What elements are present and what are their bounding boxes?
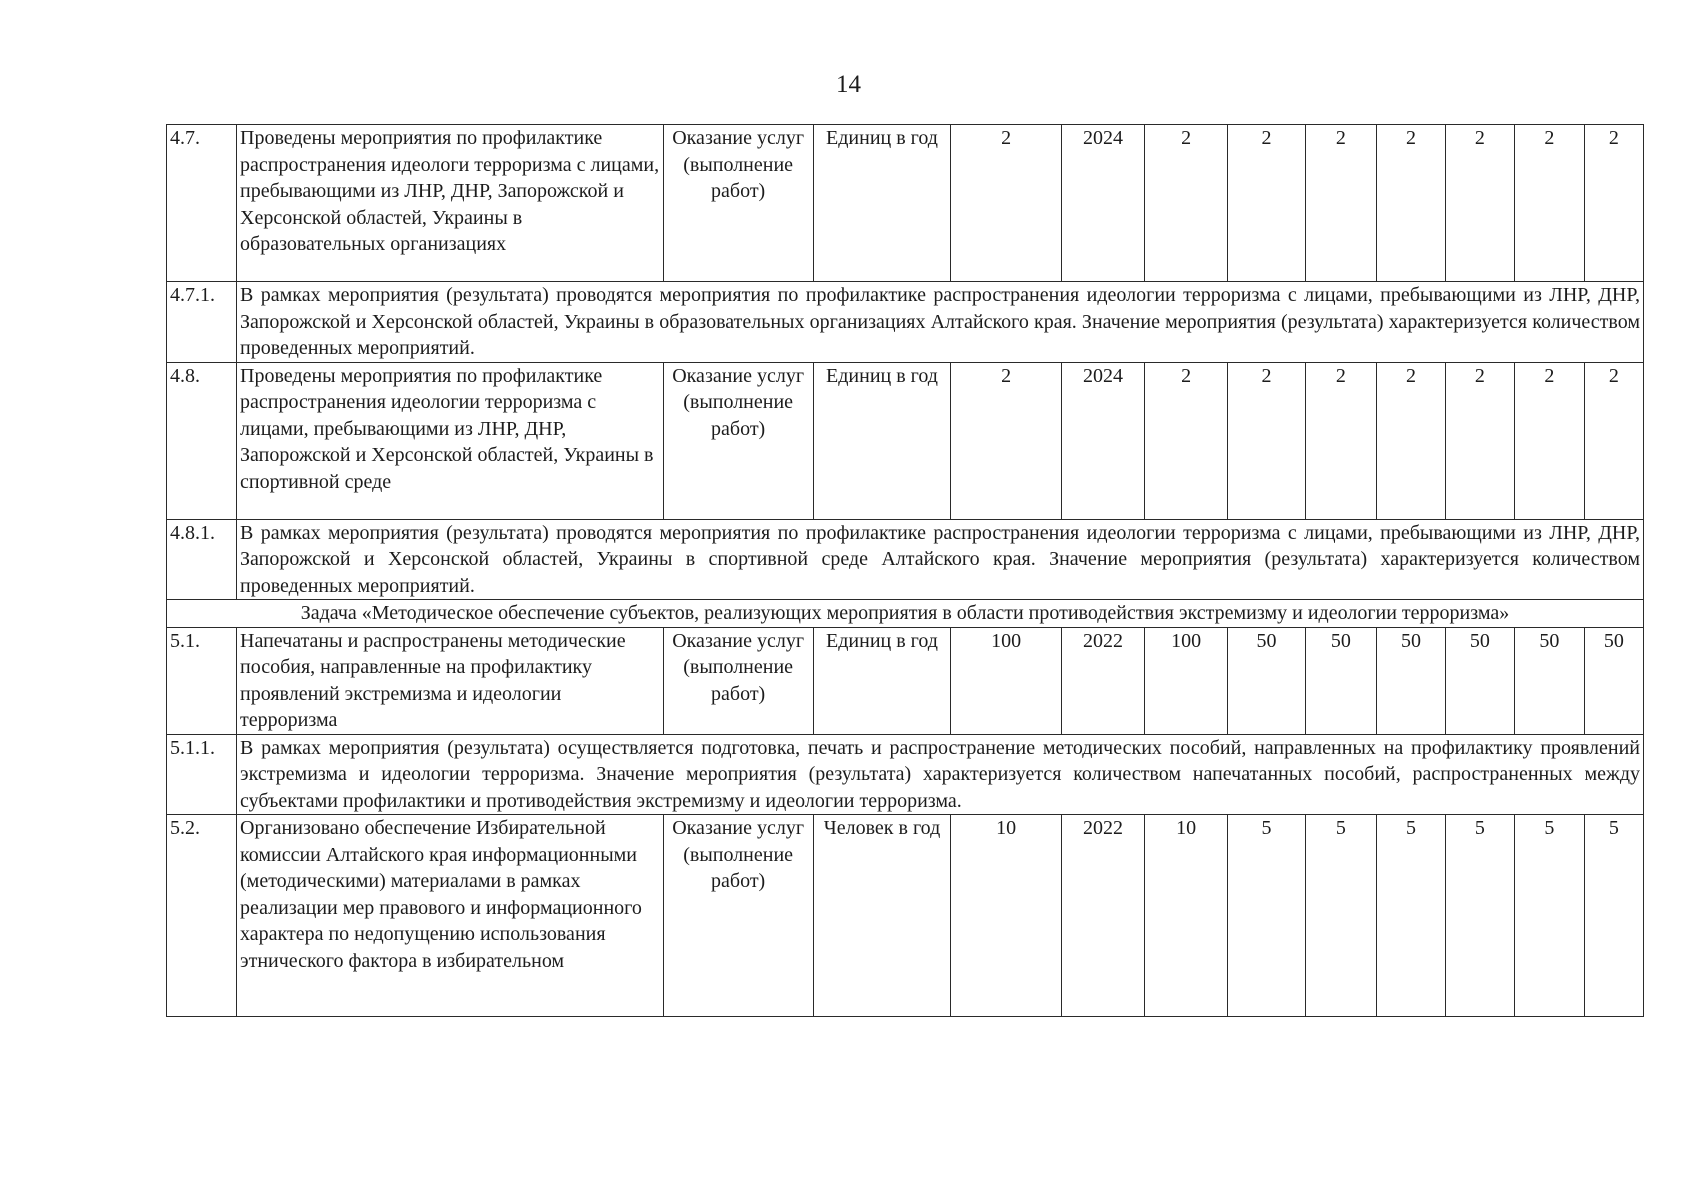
- row-value: 2: [1584, 125, 1643, 282]
- row-value: 2: [1514, 362, 1584, 519]
- row-base-value: 2: [951, 125, 1062, 282]
- row-number: 5.2.: [167, 815, 237, 1017]
- table-row: [167, 125, 1644, 282]
- row-value: 2: [1228, 125, 1306, 282]
- row-value: 50: [1584, 627, 1643, 734]
- row-kind: Оказание услуг (выполнение работ): [663, 362, 813, 519]
- row-name: Напечатаны и распространены методические пособия, направленные на профилактику проявлений экстремизма и идеологии терроризма: [237, 627, 664, 734]
- row-base-year: 2024: [1061, 125, 1144, 282]
- row-name: Проведены мероприятия по профилактике распространения идеологи терроризма с лицами, пребывающими из ЛНР, ДНР, Запорожской и Херсонской областей, Украины в образовательных организациях: [237, 125, 664, 282]
- row-value: 5: [1514, 815, 1584, 1017]
- results-table: [166, 124, 1644, 1017]
- row-number: 4.8.: [167, 362, 237, 519]
- table-row: [167, 815, 1644, 1017]
- row-number: 5.1.: [167, 627, 237, 734]
- row-value: 50: [1514, 627, 1584, 734]
- table-row: [167, 734, 1644, 815]
- row-value: 50: [1305, 627, 1376, 734]
- row-base-year: 2024: [1061, 362, 1144, 519]
- row-value: 5: [1305, 815, 1376, 1017]
- table-row: [167, 627, 1644, 734]
- row-value: 100: [1145, 627, 1228, 734]
- row-value: 50: [1445, 627, 1514, 734]
- row-value: 2: [1445, 362, 1514, 519]
- row-value: 2: [1445, 125, 1514, 282]
- row-value: 10: [1145, 815, 1228, 1017]
- row-unit: Единиц в год: [813, 125, 951, 282]
- row-value: 5: [1584, 815, 1643, 1017]
- row-value: 2: [1514, 125, 1584, 282]
- row-value: 2: [1145, 362, 1228, 519]
- row-name: Проведены мероприятия по профилактике распространения идеологии терроризма с лицами, пребывающими из ЛНР, ДНР, Запорожской и Херсонской областей, Украины в спортивной среде: [237, 362, 664, 519]
- row-unit: Единиц в год: [813, 627, 951, 734]
- table-row: [167, 519, 1644, 600]
- row-kind: Оказание услуг (выполнение работ): [663, 627, 813, 734]
- row-name: Организовано обеспечение Избирательной комиссии Алтайского края информационными (методическими) материалами в рамках реализации мер правового и информационного характера по недопущению использования этнического фактора в избирательном: [237, 815, 664, 1017]
- row-base-year: 2022: [1061, 815, 1144, 1017]
- row-value: 2: [1145, 125, 1228, 282]
- row-value: 2: [1376, 362, 1445, 519]
- row-value: 50: [1228, 627, 1306, 734]
- row-value: 2: [1305, 125, 1376, 282]
- row-base-value: 100: [951, 627, 1062, 734]
- row-base-value: 2: [951, 362, 1062, 519]
- row-number: 4.8.1.: [167, 519, 237, 600]
- task-heading-row: [167, 600, 1644, 628]
- task-heading: Задача «Методическое обеспечение субъектов, реализующих мероприятия в области противодействия экстремизму и идеологии терроризма»: [167, 600, 1644, 628]
- row-unit: Единиц в год: [813, 362, 951, 519]
- row-unit: Человек в год: [813, 815, 951, 1017]
- row-kind: Оказание услуг (выполнение работ): [663, 815, 813, 1017]
- row-value: 2: [1305, 362, 1376, 519]
- row-value: 5: [1228, 815, 1306, 1017]
- row-base-year: 2022: [1061, 627, 1144, 734]
- row-number: 4.7.1.: [167, 282, 237, 363]
- row-description: В рамках мероприятия (результата) осуществляется подготовка, печать и распространение методических пособий, направленных на профилактику проявлений экстремизма и идеологии терроризма. Значение мероприятия (результата) характеризуется количеством напечатанных пособий, распространенных между субъектами профилактики и противодействия экстремизму и идеологии терроризма.: [237, 734, 1644, 815]
- row-description: В рамках мероприятия (результата) проводятся мероприятия по профилактике распространения идеологии терроризма с лицами, пребывающими из ЛНР, ДНР, Запорожской и Херсонской областей, Украины в образовательных организациях Алтайского края. Значение мероприятия (результата) характеризуется количеством проведенных мероприятий.: [237, 282, 1644, 363]
- row-description: В рамках мероприятия (результата) проводятся мероприятия по профилактике распространения идеологии терроризма с лицами, пребывающими из ЛНР, ДНР, Запорожской и Херсонской областей, Украины в спортивной среде Алтайского края. Значение мероприятия (результата) характеризуется количеством проведенных мероприятий.: [237, 519, 1644, 600]
- table-row: [167, 362, 1644, 519]
- row-value: 2: [1376, 125, 1445, 282]
- row-value: 2: [1228, 362, 1306, 519]
- row-number: 4.7.: [167, 125, 237, 282]
- table-row: [167, 282, 1644, 363]
- row-value: 5: [1376, 815, 1445, 1017]
- row-value: 50: [1376, 627, 1445, 734]
- row-number: 5.1.1.: [167, 734, 237, 815]
- row-value: 5: [1445, 815, 1514, 1017]
- row-base-value: 10: [951, 815, 1062, 1017]
- page-number: 14: [836, 71, 861, 98]
- row-kind: Оказание услуг (выполнение работ): [663, 125, 813, 282]
- row-value: 2: [1584, 362, 1643, 519]
